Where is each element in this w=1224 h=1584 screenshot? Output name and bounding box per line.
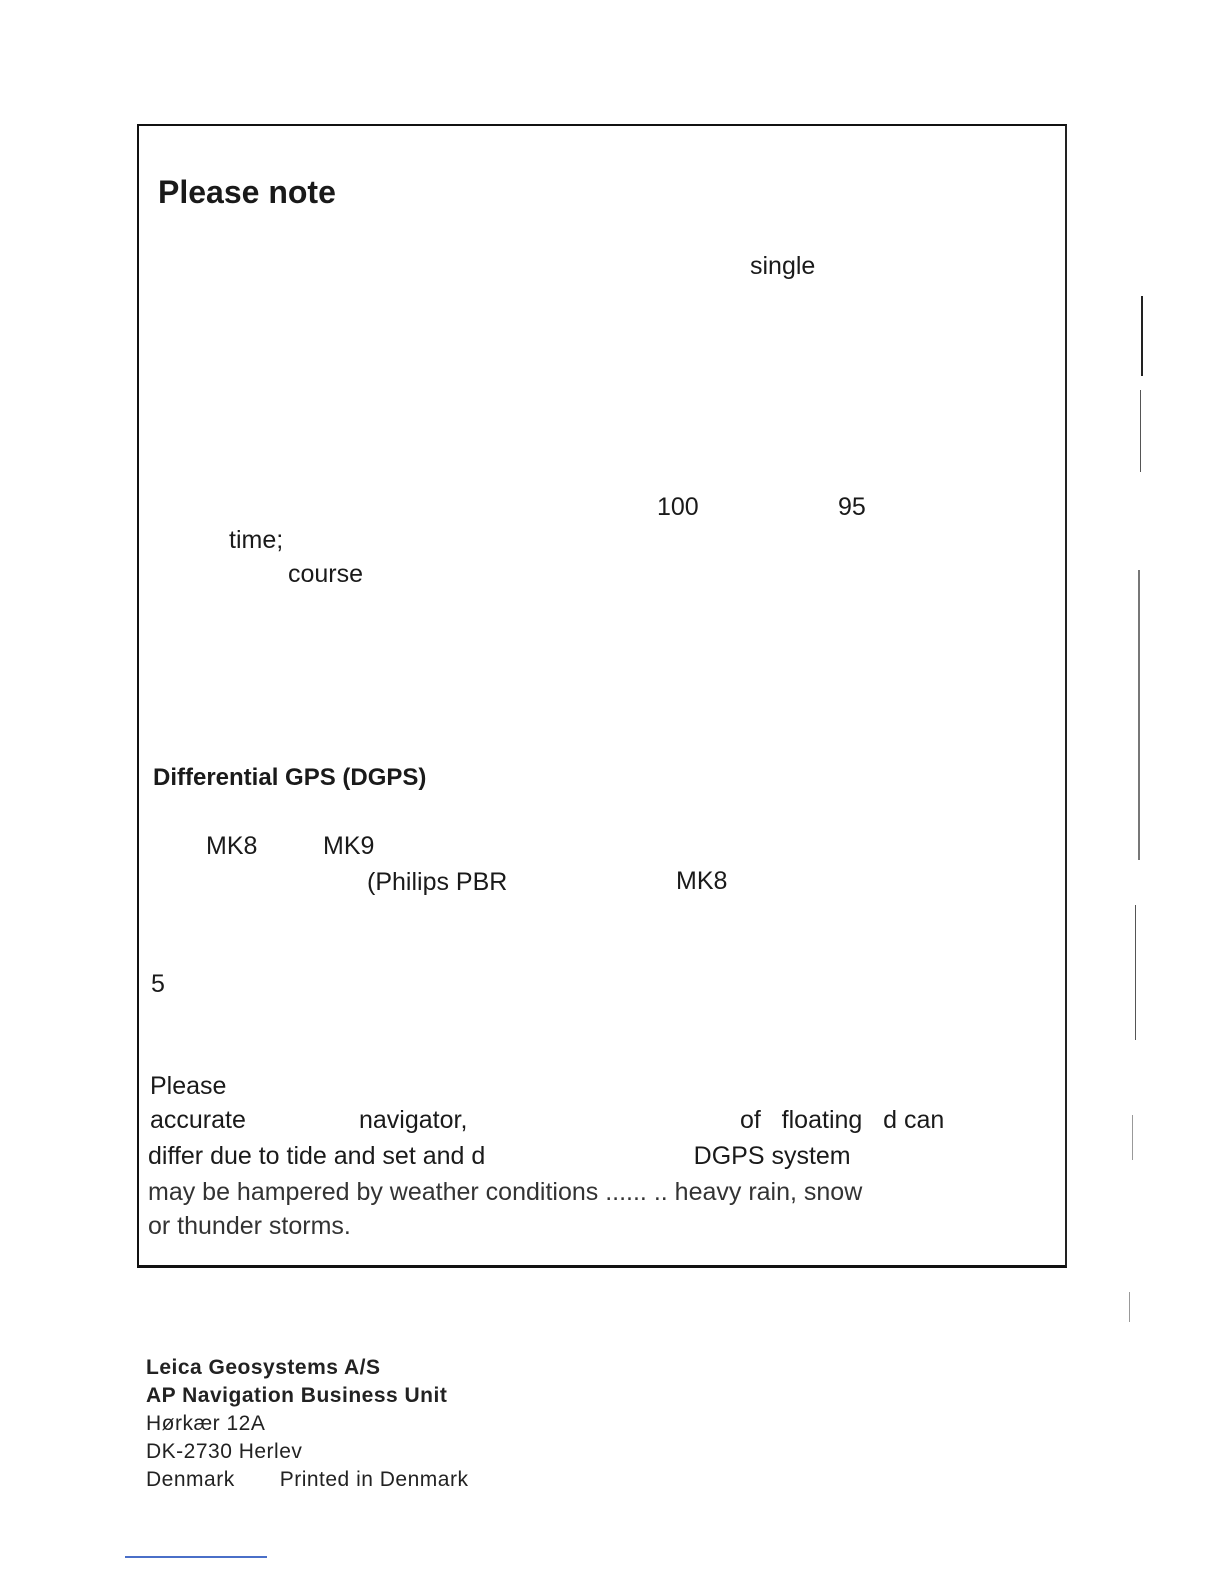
scan-mark	[1129, 1292, 1130, 1322]
closing-line-differ: differ due to tide and set and d DGPS system	[148, 1142, 851, 1170]
footer-street: Hørkær 12A	[146, 1412, 266, 1435]
dgps-mk8-second: MK8	[676, 867, 728, 895]
scan-mark	[1135, 905, 1136, 1040]
footer-address	[146, 1354, 468, 1494]
dgps-philips: (Philips PBR	[367, 868, 508, 896]
closing-line-storms: or thunder storms.	[148, 1212, 351, 1240]
dgps-mk8-first: MK8	[206, 832, 258, 860]
dgps-heading: Differential GPS (DGPS)	[153, 764, 427, 791]
footer-printed: Printed in Denmark	[279, 1468, 469, 1491]
scan-mark	[1140, 390, 1141, 472]
closing-navigator: navigator,	[359, 1106, 468, 1134]
footer-city: DK-2730 Herlev	[146, 1440, 303, 1463]
fragment-95: 95	[838, 493, 866, 521]
scan-mark	[1141, 296, 1143, 376]
fragment-100: 100	[657, 493, 699, 521]
closing-please: Please	[150, 1072, 227, 1100]
closing-line-weather: may be hampered by weather conditions ...... .. heavy rain, snow	[148, 1178, 863, 1206]
notice-frame	[137, 124, 1067, 1268]
dgps-five: 5	[151, 970, 165, 998]
closing-floating: of floating d can	[740, 1106, 945, 1134]
closing-accurate: accurate	[150, 1106, 246, 1134]
footer-unit: AP Navigation Business Unit	[146, 1384, 448, 1407]
scan-mark	[1132, 1115, 1133, 1160]
footer-country: Denmark	[146, 1468, 235, 1491]
notice-heading: Please note	[158, 174, 336, 210]
fragment-course: course	[288, 560, 364, 588]
scan-mark	[1138, 570, 1140, 860]
dgps-mk9: MK9	[323, 832, 375, 860]
footer-company: Leica Geosystems A/S	[146, 1356, 381, 1379]
fragment-single: single	[750, 252, 816, 280]
footer-country-line	[146, 1466, 468, 1494]
bottom-rule	[125, 1556, 267, 1558]
fragment-time: time;	[229, 526, 284, 554]
